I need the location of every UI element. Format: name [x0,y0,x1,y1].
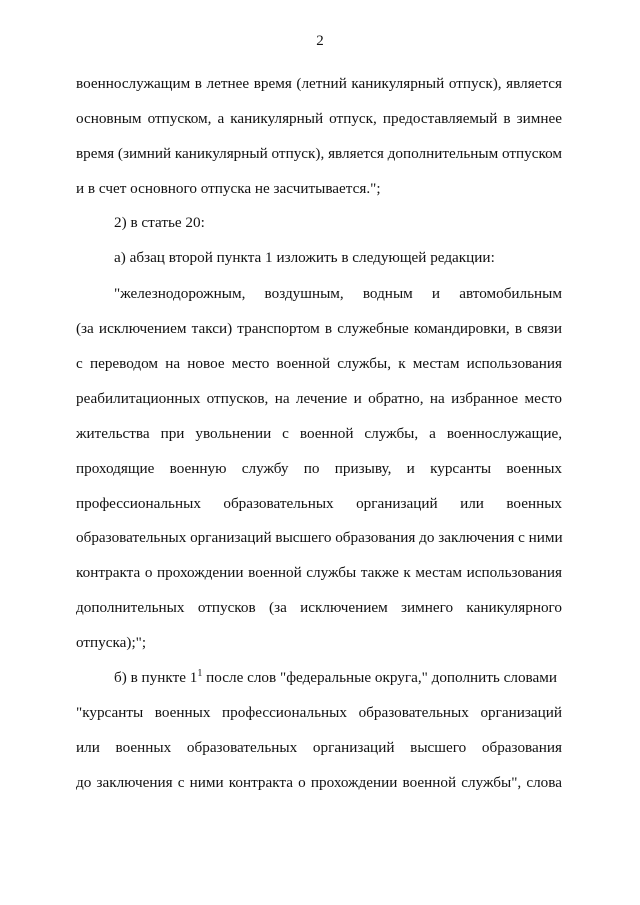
text-line: реабилитационных отпусков, на лечение и обратно, на избранное место [76,390,562,407]
text-line: жительства при увольнении с военной службы, а военнослужащие, [76,425,562,442]
text-line: проходящие военную службу по призыву, и курсанты военных [76,460,562,477]
text-fragment: после слов "федеральные округа," дополнить словами [202,669,558,686]
text-line: 2) в статье 20: [114,214,205,231]
page-number: 2 [316,33,324,49]
text-line [114,668,562,688]
text-line: до заключения с ними контракта о прохождении военной службы", слова [76,774,562,791]
text-fragment: б) в пункте 1 [114,669,198,686]
text-line: основным отпуском, а каникулярный отпуск, предоставляемый в зимнее [76,110,562,127]
text-line: время (зимний каникулярный отпуск), является дополнительным отпуском [76,145,562,162]
text-line: или военных образовательных организаций высшего образования [76,739,562,756]
text-line: с переводом на новое место военной службы, к местам использования [76,355,562,372]
text-line: контракта о прохождении военной службы также к местам использования [76,564,562,581]
text-line: военнослужащим в летнее время (летний каникулярный отпуск), является [76,75,562,92]
text-line: отпуска);"; [76,634,147,651]
text-line: (за исключением такси) транспортом в служебные командировки, в связи [76,320,562,337]
text-line: дополнительных отпусков (за исключением зимнего каникулярного [76,599,562,616]
text-line: профессиональных образовательных организаций или военных [76,495,562,512]
text-line: и в счет основного отпуска не засчитывается."; [76,180,381,197]
text-line: а) абзац второй пункта 1 изложить в следующей редакции: [114,249,495,266]
superscript: 1 [197,667,203,679]
text-line: "железнодорожным, воздушным, водным и автомобильным [114,285,562,302]
text-line: "курсанты военных профессиональных образовательных организаций [76,704,562,721]
text-line: образовательных организаций высшего образования до заключения с ними [76,529,563,546]
